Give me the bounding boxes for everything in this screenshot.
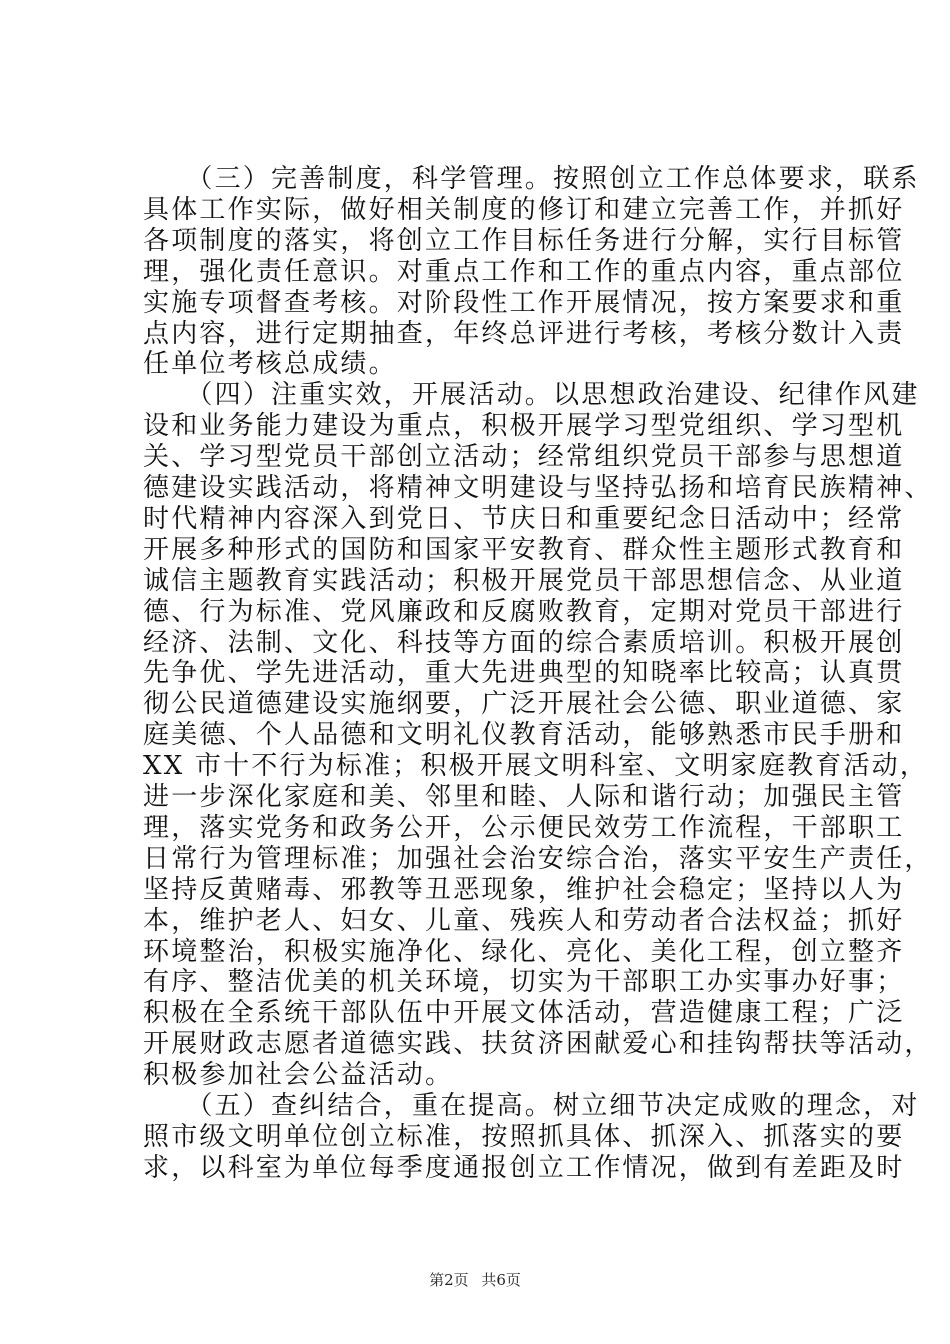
text-line: （五）查纠结合，重在提高。树立细节决定成败的理念，对 (143, 1091, 920, 1121)
text-line: 诚信主题教育实践活动；积极开展党员干部思想信念、从业道 (143, 565, 905, 596)
text-line: 开展多种形式的国防和国家平安教育、群众性主题形式教育和 (143, 534, 905, 565)
page-number-total: 共6页 (481, 1271, 521, 1289)
text-line: 求，以科室为单位每季度通报创立工作情况，做到有差距及时 (143, 1152, 905, 1183)
page-number-current: 第2页 (429, 1271, 469, 1289)
text-line: 本，维护老人、妇女、儿童、残疾人和劳动者合法权益；抓好 (143, 905, 905, 936)
text-line: 积极在全系统干部队伍中开展文体活动，营造健康工程；广泛 (143, 998, 905, 1029)
text-line: 点内容，进行定期抽查，年终总评进行考核，考核分数计入责 (143, 318, 905, 349)
text-line: 各项制度的落实，将创立工作目标任务进行分解，实行目标管 (143, 225, 905, 256)
text-line: 时代精神内容深入到党日、节庆日和重要纪念日活动中；经常 (143, 503, 905, 534)
text-line: 德建设实践活动，将精神文明建设与坚持弘扬和培育民族精神、 (143, 473, 933, 503)
text-line: 坚持反黄赌毒、邪教等丑恶现象，维护社会稳定；坚持以人为 (143, 874, 905, 905)
text-line: 理，落实党务和政务公开，公示便民效劳工作流程，干部职工 (143, 812, 905, 843)
text-line: 任单位考核总成绩。 (143, 349, 397, 380)
text-line: 日常行为管理标准；加强社会治安综合治，落实平安生产责任， (143, 843, 933, 874)
text-line: 进一步深化家庭和美、邻里和睦、人际和谐行动；加强民主管 (143, 782, 905, 812)
text-line: 环境整治，积极实施净化、绿化、亮化、美化工程，创立整齐 (143, 936, 905, 967)
text-line: 照市级文明单位创立标准，按照抓具体、抓深入、抓落实的要 (143, 1121, 905, 1152)
text-line: （三）完善制度，科学管理。按照创立工作总体要求，联系 (143, 164, 920, 194)
text-line: 彻公民道德建设实施纲要，广泛开展社会公德、职业道德、家 (143, 689, 905, 720)
text-line: XX 市十不行为标准；积极开展文明科室、文明家庭教育活动， (143, 751, 929, 782)
text-line: 有序、整洁优美的机关环境，切实为干部职工办实事办好事； (143, 967, 905, 998)
text-line: 庭美德、个人品德和文明礼仪教育活动，能够熟悉市民手册和 (143, 720, 905, 751)
text-line: 德、行为标准、党风廉政和反腐败教育，定期对党员干部进行 (143, 596, 905, 627)
text-line: 理，强化责任意识。对重点工作和工作的重点内容，重点部位 (143, 256, 905, 287)
text-line: （四）注重实效，开展活动。以思想政治建设、纪律作风建 (143, 380, 920, 411)
text-line: 经济、法制、文化、科技等方面的综合素质培训。积极开展创 (143, 627, 905, 658)
text-line: 实施专项督查考核。对阶段性工作开展情况，按方案要求和重 (143, 287, 905, 318)
text-line: 关、学习型党员干部创立活动；经常组织党员干部参与思想道 (143, 442, 905, 473)
text-line: 积极参加社会公益活动。 (143, 1060, 454, 1091)
text-line: 开展财政志愿者道德实践、扶贫济困献爱心和挂钩帮扶等活动， (143, 1029, 933, 1060)
text-line: 设和业务能力建设为重点，积极开展学习型党组织、学习型机 (143, 411, 905, 442)
text-line: 先争优、学先进活动，重大先进典型的知晓率比较高；认真贯 (143, 658, 905, 689)
page-footer (0, 1270, 950, 1290)
text-line: 具体工作实际，做好相关制度的修订和建立完善工作，并抓好 (143, 194, 905, 225)
